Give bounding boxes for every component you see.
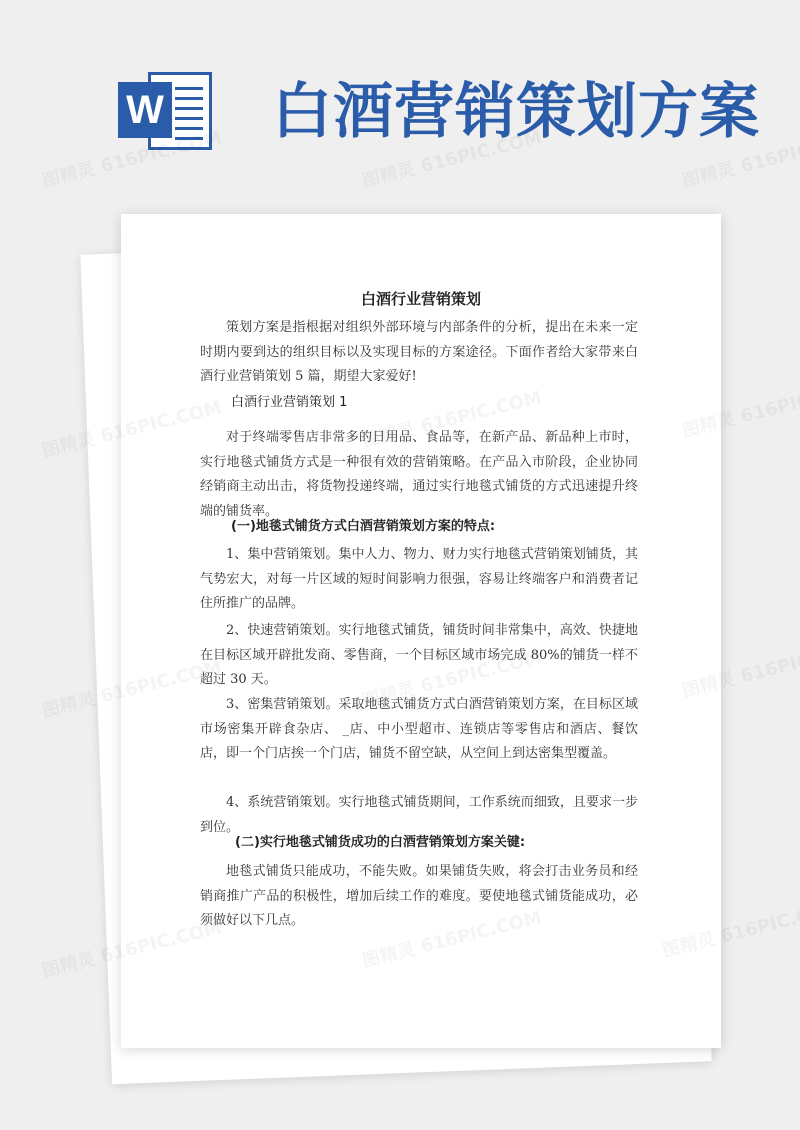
- word-document-icon: [118, 68, 216, 154]
- page-header: [0, 0, 800, 200]
- point-4: 4、系统营销策划。实行地毯式铺货期间，工作系统而细致，且要求一步到位。: [200, 795, 638, 835]
- page-title: 白酒营销策划方案: [272, 77, 760, 147]
- point-3: 3、密集营销策划。采取地毯式铺货方式白酒营销策划方案，在目标区域市场密集开辟食杂店、 _店、中小型超市、连锁店等零售店和酒店、餐饮店，即一个门店挨一个门店，铺货不留空缺，从空间上到达密集型覆盖。: [200, 697, 638, 761]
- intro-paragraph: 策划方案是指根据对组织外部环境与内部条件的分析，提出在未来一定时期内要到达的组织目标以及实现目标的方案途径。下面作者给大家带来白酒行业营销策划 5 篇，期望大家爱好!: [200, 320, 638, 384]
- point-2: 2、快速营销策划。实行地毯式铺货，铺货时间非常集中，高效、快捷地在目标区域开辟批发商、零售商，一个目标区域市场完成 80%的铺货一样不超过 30 天。: [200, 623, 638, 687]
- point-1: 1、集中营销策划。集中人力、物力、财力实行地毯式营销策划铺货，其气势宏大，对每一片区域的短时间影响力很强，容易让终端客户和消费者记住所推广的品牌。: [200, 547, 638, 611]
- document-title: 白酒行业营销策划: [360, 290, 481, 308]
- word-letter-icon: W: [118, 82, 172, 138]
- closing-paragraph: 地毯式铺货只能成功，不能失败。如果铺货失败，将会打击业务员和经销商推广产品的积极性，增加后续工作的难度。要使地毯式铺货能成功，必须做好以下几点。: [200, 864, 638, 928]
- section-heading: 白酒行业营销策划 1: [231, 395, 348, 410]
- section-paragraph: 对于终端零售店非常多的日用品、食品等，在新产品、新品种上市时，实行地毯式铺货方式是一种很有效的营销策略。在产品入市阶段，企业协同经销商主动出击，将货物投递终端，通过实行地毯式铺货的方式迅速提升终端的铺货率。: [200, 430, 638, 519]
- subheading-features: (一)地毯式铺货方式白酒营销策划方案的特点:: [231, 519, 496, 534]
- document-page: [121, 214, 721, 1048]
- subheading-keys: (二)实行地毯式铺货成功的白酒营销策划方案关键:: [235, 835, 526, 850]
